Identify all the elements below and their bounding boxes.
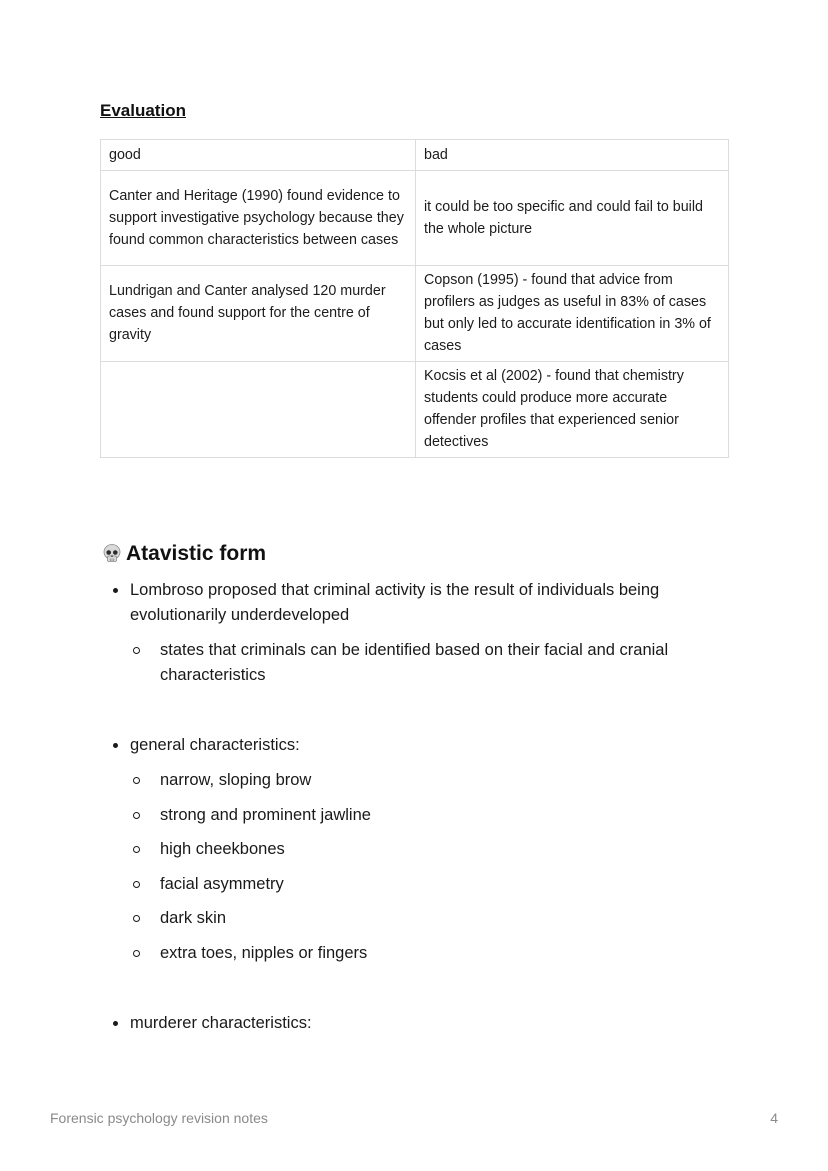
section-title-text: Atavistic form bbox=[126, 542, 267, 565]
list-item-text: murderer characteristics: bbox=[130, 1014, 312, 1032]
cell-good: Canter and Heritage (1990) found evidence to support investigative psychology because they found common characteristics between cases bbox=[101, 171, 416, 266]
atavistic-list bbox=[108, 578, 708, 1036]
sub-list-item-text: states that criminals can be identified based on their facial and cranial characteristics bbox=[160, 641, 669, 684]
list-item bbox=[108, 733, 708, 966]
footer-page-number: 4 bbox=[770, 1110, 778, 1126]
sub-list-item-text: strong and prominent jawline bbox=[160, 806, 371, 824]
list-item bbox=[108, 578, 708, 688]
footer-document-title: Forensic psychology revision notes bbox=[50, 1110, 268, 1126]
skull-icon bbox=[101, 543, 123, 565]
sub-list-item bbox=[130, 768, 708, 793]
list-item bbox=[108, 1011, 708, 1036]
table-row bbox=[101, 362, 729, 458]
cell-good bbox=[101, 362, 416, 458]
evaluation-table bbox=[100, 139, 729, 458]
sub-list-item-text: facial asymmetry bbox=[160, 875, 284, 893]
sub-list-item-text: high cheekbones bbox=[160, 840, 285, 858]
sub-list-item bbox=[130, 638, 708, 688]
cell-bad: Kocsis et al (2002) - found that chemistry students could produce more accurate offender profiles that experienced senior detectives bbox=[416, 362, 729, 458]
sub-list bbox=[130, 768, 708, 966]
sub-list-item-text: dark skin bbox=[160, 909, 227, 927]
header-bad: bad bbox=[416, 140, 729, 171]
sub-list-item-text: extra toes, nipples or fingers bbox=[160, 944, 368, 962]
section-title bbox=[101, 542, 266, 566]
evaluation-heading: Evaluation bbox=[100, 101, 186, 120]
table-row bbox=[101, 171, 729, 266]
list-item-text: Lombroso proposed that criminal activity is the result of individuals being evolutionarily underdeveloped bbox=[130, 581, 660, 624]
table-header-row bbox=[101, 140, 729, 171]
sub-list bbox=[130, 638, 708, 688]
list-item-text: general characteristics: bbox=[130, 736, 300, 754]
table-row bbox=[101, 266, 729, 362]
cell-bad: it could be too specific and could fail to build the whole picture bbox=[416, 171, 729, 266]
sub-list-item bbox=[130, 906, 708, 931]
cell-good: Lundrigan and Canter analysed 120 murder cases and found support for the centre of gravity bbox=[101, 266, 416, 362]
sub-list-item bbox=[130, 872, 708, 897]
sub-list-item-text: narrow, sloping brow bbox=[160, 771, 312, 789]
sub-list-item bbox=[130, 803, 708, 828]
sub-list-item bbox=[130, 941, 708, 966]
header-good: good bbox=[101, 140, 416, 171]
cell-bad: Copson (1995) - found that advice from profilers as judges as useful in 83% of cases but only led to accurate identification in 3% of cases bbox=[416, 266, 729, 362]
sub-list-item bbox=[130, 837, 708, 862]
